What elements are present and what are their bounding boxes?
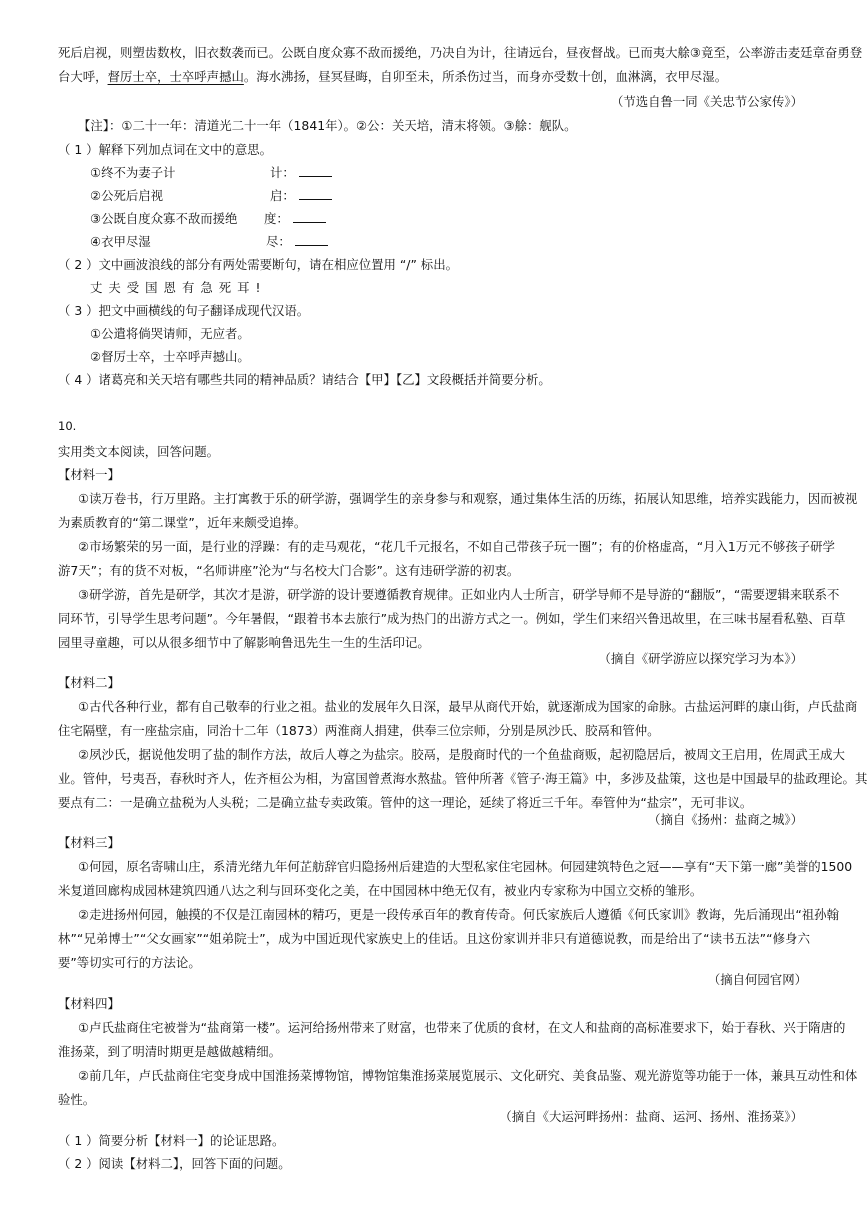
question-number: 10. — [58, 419, 77, 433]
answer-slot — [266, 233, 328, 251]
answer-label: 尽： — [266, 234, 291, 249]
answer-label: 启： — [270, 188, 295, 203]
material-paragraph-line: 米复道回廊构成园林建筑四通八达之利与回环变化之美，在中国园林中绝无仅有，被业内专家称为中国立交桥的雏形。 — [58, 883, 703, 898]
question-stem: （ 4 ）诸葛亮和关天培有哪些共同的精神品质？请结合【甲】【乙】文段概括并简要分析。 — [58, 372, 551, 387]
wavy-sentence: 丈夫受国恩有急死耳! — [90, 280, 267, 295]
material-paragraph-line: 同环节，引导学生思考问题”。今年暑假，“跟着书本去旅行”成为热门的出游方式之一。例如，学生们来绍兴鲁迅故里，在三味书屋看私塾、百草 — [58, 611, 846, 626]
vocab-item — [90, 164, 842, 182]
material-paragraph-line: 淮扬菜，到了明清时期更是越做越精细。 — [58, 1044, 282, 1059]
answer-blank — [299, 164, 332, 177]
material-paragraph-line: ②夙沙氏，据说他发明了盐的制作方法，故后人尊之为盐宗。胶鬲，是殷商时代的一个鱼盐商贩，起初隐居后，被周文王启用，佐周武王成大 — [78, 747, 845, 762]
source-citation: （摘自何园官网） — [707, 972, 807, 987]
passage-line — [58, 68, 810, 86]
material-paragraph-line: 为素质教育的“第二课堂”，近年来颇受追捧。 — [58, 515, 307, 530]
translation-item: ②督厉士卒，士卒呼声撼山。 — [90, 349, 250, 364]
material-paragraph-line: ②走进扬州何园，触摸的不仅是江南园林的精巧，更是一段传承百年的教育传奇。何氏家族后人遵循《何氏家训》教诲，先后涌现出“祖孙翰 — [78, 907, 839, 922]
annotation-note: 【注】：①二十一年：清道光二十一年（1841年）。②公：关天培，清末将领。③艅：舰队。 — [78, 118, 577, 133]
material-paragraph-line: ①何园，原名寄啸山庄，系清光绪九年何芷舫辞官归隐扬州后建造的大型私家住宅园林。何园建筑特色之冠——享有“天下第一廊”美誉的1500 — [78, 859, 853, 874]
question-intro: 实用类文本阅读，回答问题。 — [58, 444, 220, 459]
material-title: 【材料一】 — [58, 467, 120, 482]
source-citation: （摘自《扬州：盐商之城》） — [648, 812, 803, 827]
material-paragraph-line: 要”等切实可行的方法论。 — [58, 955, 201, 970]
material-paragraph-line: 林”“兄弟博士”“父女画家”“姐弟院士”，成为中国近现代家族史上的佳话。且这份家训并非只有道德说教，而是给出了“读书五法”“修身六 — [58, 931, 810, 946]
answer-slot — [270, 187, 332, 205]
vocab-text: ②公死后启视 — [90, 188, 164, 203]
material-paragraph-line: 游7天”；有的货不对板，“名师讲座”沦为“与名校大门合影”。这有违研学游的初衷。 — [58, 563, 520, 578]
material-paragraph-line: 业。管仲，号夷吾，春秋时齐人，佐齐桓公为相，为富国曾煮海水熬盐。管仲所著《管子·海王篇》中，多涉及盐策，这也是中国最早的盐政理论。其 — [58, 771, 867, 786]
vocab-text: ①终不为妻子计 — [90, 165, 176, 180]
material-paragraph-line: ②前几年，卢氏盐商住宅变身成中国淮扬菜博物馆，博物馆集淮扬菜展览展示、文化研究、美食品鉴、观光游览等功能于一体，兼具互动性和体 — [78, 1068, 858, 1083]
vocab-item — [90, 210, 842, 228]
material-title: 【材料三】 — [58, 835, 120, 850]
source-citation: （摘自《大运河畔扬州：盐商、运河、扬州、淮扬菜》） — [499, 1109, 803, 1124]
passage-line: 死后启视，则塑齿数枚，旧衣数袭而已。公既自度众寡不敌而援绝，乃决自为计，往请远台，昼夜督战。已而夷大艅③竟至，公率游击麦廷章奋勇登 — [58, 45, 863, 60]
material-paragraph-line: 要点有二：一是确立盐税为人头税；二是确立盐专卖政策。管仲的这一理论，延续了将近三千年。奉管仲为“盐宗”，无可非议。 — [58, 795, 753, 810]
answer-blank — [299, 187, 332, 200]
answer-blank — [293, 210, 326, 223]
question-stem: （ 1 ）解释下列加点词在文中的意思。 — [58, 142, 273, 157]
question-stem: （ 2 ）阅读【材料二】，回答下面的问题。 — [58, 1156, 291, 1171]
source-citation: （摘自《研学游应以探究学习为本》） — [598, 651, 803, 666]
translation-item: ①公遣将倘哭请师，无应者。 — [90, 326, 250, 341]
passage-text: 。海水沸扬，昼冥昼晦，自卯至未，所杀伤过当，而身亦受数十创，血淋漓，衣甲尽湿。 — [243, 69, 728, 84]
material-paragraph-line: ①读万卷书，行万里路。主打寓教于乐的研学游，强调学生的亲身参与和观察，通过集体生活的历练，拓展认知思维，培养实践能力，因而被视 — [78, 491, 858, 506]
vocab-item — [90, 233, 842, 251]
answer-slot — [264, 210, 326, 228]
answer-slot — [270, 164, 332, 182]
material-paragraph-line: ①卢氏盐商住宅被誉为“盐商第一楼”。运河给扬州带来了财富，也带来了优质的食材，在文人和盐商的高标准要求下，始于春秋、兴于隋唐的 — [78, 1020, 846, 1035]
question-stem: （ 2 ）文中画波浪线的部分有两处需要断句，请在相应位置用 “/” 标出。 — [58, 257, 458, 272]
material-paragraph-line: ①古代各种行业，都有自己敬奉的行业之祖。盐业的发展年久日深，最早从商代开始，就逐渐成为国家的命脉。古盐运河畔的康山街，卢氏盐商 — [78, 699, 858, 714]
answer-blank — [295, 233, 328, 246]
question-stem: （ 1 ）简要分析【材料一】的论证思路。 — [58, 1133, 285, 1148]
material-paragraph-line: ②市场繁荣的另一面，是行业的浮躁：有的走马观花，“花几千元报名，不如自己带孩子玩一圈”；有的价格虚高，“月入1万元不够孩子研学 — [78, 539, 835, 554]
answer-label: 计： — [270, 165, 295, 180]
passage-text: 台大呼， — [58, 69, 108, 84]
source-citation: （节选自鲁一同《关忠节公家传》） — [610, 94, 803, 109]
material-paragraph-line: 园里寻童趣，可以从很多细节中了解影响鲁迅先生一生的生活印记。 — [58, 635, 430, 650]
answer-label: 度： — [264, 211, 289, 226]
vocab-item — [90, 187, 842, 205]
material-paragraph-line: 住宅隔壁，有一座盐宗庙，同治十二年（1873）两淮商人捐建，供奉三位宗师，分别是夙沙氏、胶鬲和管仲。 — [58, 723, 660, 738]
vocab-text: ③公既自度众寡不敌而援绝 — [90, 211, 238, 226]
material-paragraph-line: ③研学游，首先是研学，其次才是游，研学游的设计要遵循教育规律。正如业内人士所言，研学导师不是导游的“翻版”，“需要逻辑来联系不 — [78, 587, 840, 602]
material-title: 【材料二】 — [58, 675, 120, 690]
material-title: 【材料四】 — [58, 996, 120, 1011]
question-stem: （ 3 ）把文中画横线的句子翻译成现代汉语。 — [58, 303, 310, 318]
vocab-text: ④衣甲尽湿 — [90, 234, 151, 249]
material-paragraph-line: 验性。 — [58, 1092, 96, 1107]
underlined-sentence: 督厉士卒，士卒呼声撼山 — [107, 69, 244, 84]
